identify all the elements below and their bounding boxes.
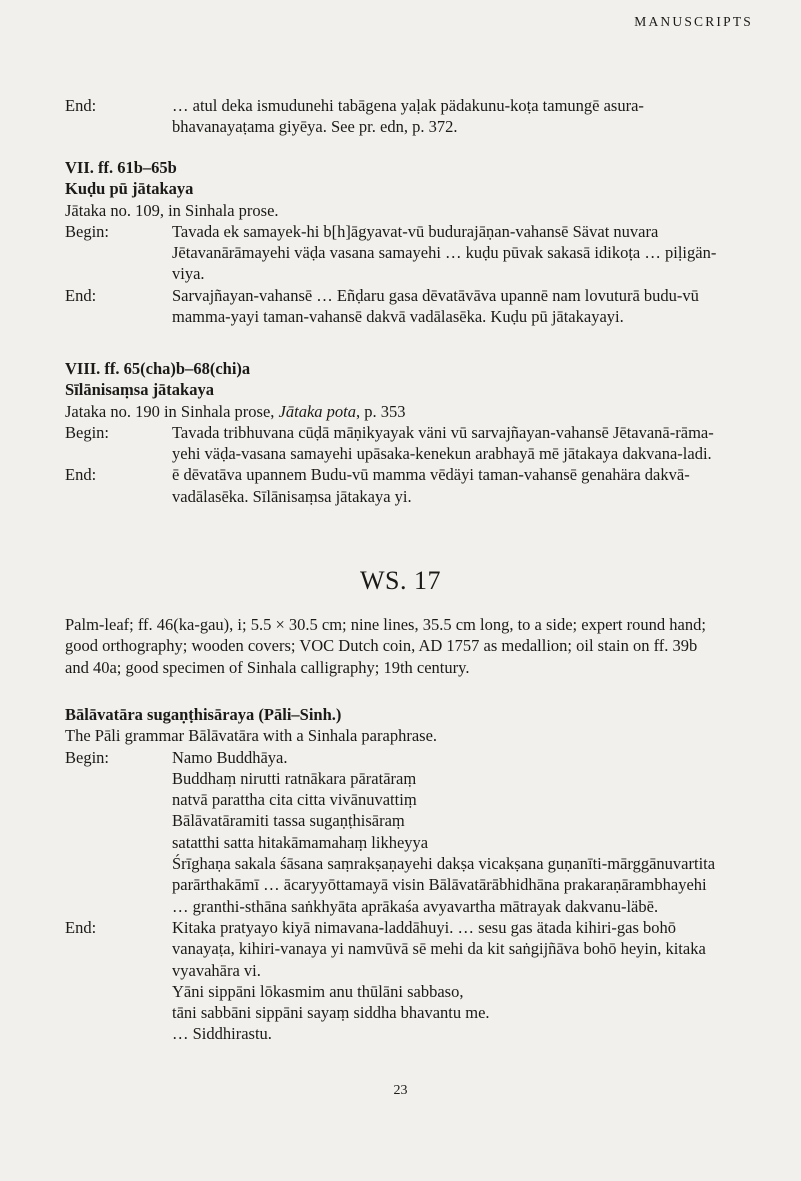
end-text xyxy=(172,285,737,328)
section-ref: VIII. ff. 65(cha)b–68(chi)a xyxy=(65,359,251,378)
text-line: … atul deka ismudunehi tabāgena yaḷak pädakunu-koṭa tamungē asura- xyxy=(172,96,644,115)
work-description: The Pāli grammar Bālāvatāra with a Sinhala paraphrase. xyxy=(65,726,438,746)
desc-italic: Jātaka pota xyxy=(278,401,356,421)
manuscript-description xyxy=(65,614,737,678)
text-line: Kitaka pratyayo kiyā nimavana-laddāhuyi. … sesu gas ätada kihiri-gas bohō xyxy=(172,917,677,937)
end-label: End: xyxy=(65,917,97,937)
text-line: mamma-yayi taman-vahansē dakvā vadālasēka. Kuḍu pū jātakayayi. xyxy=(172,307,624,327)
page-number: 23 xyxy=(393,1083,408,1098)
text-line: tāni sabbāni sippāni sayaṃ siddha bhavantu me. xyxy=(172,1003,490,1023)
desc-pre: Jataka no. 190 in Sinhala prose, xyxy=(65,401,279,421)
text-line: Sarvajñayan-vahansē … Eñḍaru gasa dēvatāvāva upannē nam lovuturā budu-vū xyxy=(172,285,699,305)
text-line: Yāni sippāni lōkasmim anu thūlāni sabbaso, xyxy=(172,981,464,1001)
text-line: … Siddhirastu. xyxy=(172,1024,272,1044)
text-line: … granthi-sthāna saṅkhyāta aprākaśa avyavartha mātrayak dakvanu-läbē. xyxy=(172,896,659,916)
text-line: vyavahāra vi. xyxy=(172,960,261,980)
end-text xyxy=(172,464,737,507)
work-title: Bālāvatāra sugaṇṭhisāraya (Pāli–Sinh.) xyxy=(65,705,342,724)
end-label: End: xyxy=(65,465,97,485)
desc-post: , p. 353 xyxy=(356,401,406,421)
begin-text xyxy=(172,422,737,465)
section-vii xyxy=(65,157,737,327)
top-end-block xyxy=(65,95,737,138)
text-line: Namo Buddhāya. xyxy=(172,747,288,767)
work-description: Jātaka no. 109, in Sinhala prose. xyxy=(65,200,279,220)
begin-label: Begin: xyxy=(65,422,109,442)
begin-text xyxy=(172,221,737,285)
end-text xyxy=(172,95,737,138)
end-text xyxy=(172,917,737,1045)
begin-label: Begin: xyxy=(65,747,109,767)
text-line: Śrīghaṇa sakala śāsana saṃrakṣaṇayehi dakṣa vicakṣana guṇanīti-mārggānuvartita xyxy=(172,854,716,874)
end-label: End: xyxy=(65,96,97,115)
begin-text xyxy=(172,747,737,917)
text-line: and 40a; good specimen of Sinhala calligraphy; 19th century. xyxy=(65,657,470,677)
work-title: Sīlānisaṃsa jātakaya xyxy=(65,380,214,400)
text-line: parārthakāmī … ācaryyōttamayā visin Bālāvatārābhidhāna prakaraṇārambhayehi xyxy=(172,875,707,895)
text-line: bhavanayaṭama giyēya. See pr. edn, p. 372. xyxy=(172,117,458,137)
text-line: satatthi satta hitakāmamahaṃ likheyya xyxy=(172,832,429,852)
begin-label: Begin: xyxy=(65,221,109,241)
end-label: End: xyxy=(65,285,97,305)
text-line: vadālasēka. Sīlānisaṃsa jātakaya yi. xyxy=(172,486,412,506)
work-entry xyxy=(65,704,737,1045)
text-line: Buddhaṃ nirutti ratnākara pāratāraṃ xyxy=(172,768,417,788)
text-line: Tavada tribhuvana cūḍā māṇikyayak väni vū sarvajñayan-vahansē Jētavanā-rāma- xyxy=(172,422,714,442)
section-ref: VII. ff. 61b–65b xyxy=(65,158,177,177)
work-title: Kuḍu pū jātakaya xyxy=(65,179,194,199)
work-description xyxy=(65,401,737,422)
text-line: Palm-leaf; ff. 46(ka-gau), i; 5.5 × 30.5 cm; nine lines, 35.5 cm long, to a side; expert round hand; xyxy=(65,615,706,634)
text-line: yehi väḍa-vasana samayehi upāsaka-kenekun arabhayā mē jātakaya dakvana-ladi. xyxy=(172,444,712,464)
text-line: Tavada ek samayek-hi b[h]āgyavat-vū budurajāṇan-vahansē Sävat nuvara xyxy=(172,221,659,241)
text-line: Bālāvatāramiti tassa sugaṇṭhisāraṃ xyxy=(172,811,405,831)
text-line: natvā parattha cita citta vivānuvattiṃ xyxy=(172,790,417,810)
text-line: Jētavanārāmayehi väḍa vasana samayehi … kuḍu pūvak sakasā idikoṭa … piḷigän- xyxy=(172,243,717,263)
section-viii xyxy=(65,358,737,507)
text-line: ē dēvatāva upannem Budu-vū mamma vēdäyi taman-vahansē genahära dakvā- xyxy=(172,465,690,485)
manuscript-heading: WS. 17 xyxy=(360,566,441,595)
text-line: vanayaṭa, kihiri-vanaya yi namvūvā sē mehi da kit saṅgijñāva bohō heyin, kitaka xyxy=(172,939,706,959)
text-line: viya. xyxy=(172,264,205,284)
running-head: MANUSCRIPTS xyxy=(634,14,753,29)
text-line: good orthography; wooden covers; VOC Dutch coin, AD 1757 as medallion; oil stain on ff. 39b xyxy=(65,636,698,656)
